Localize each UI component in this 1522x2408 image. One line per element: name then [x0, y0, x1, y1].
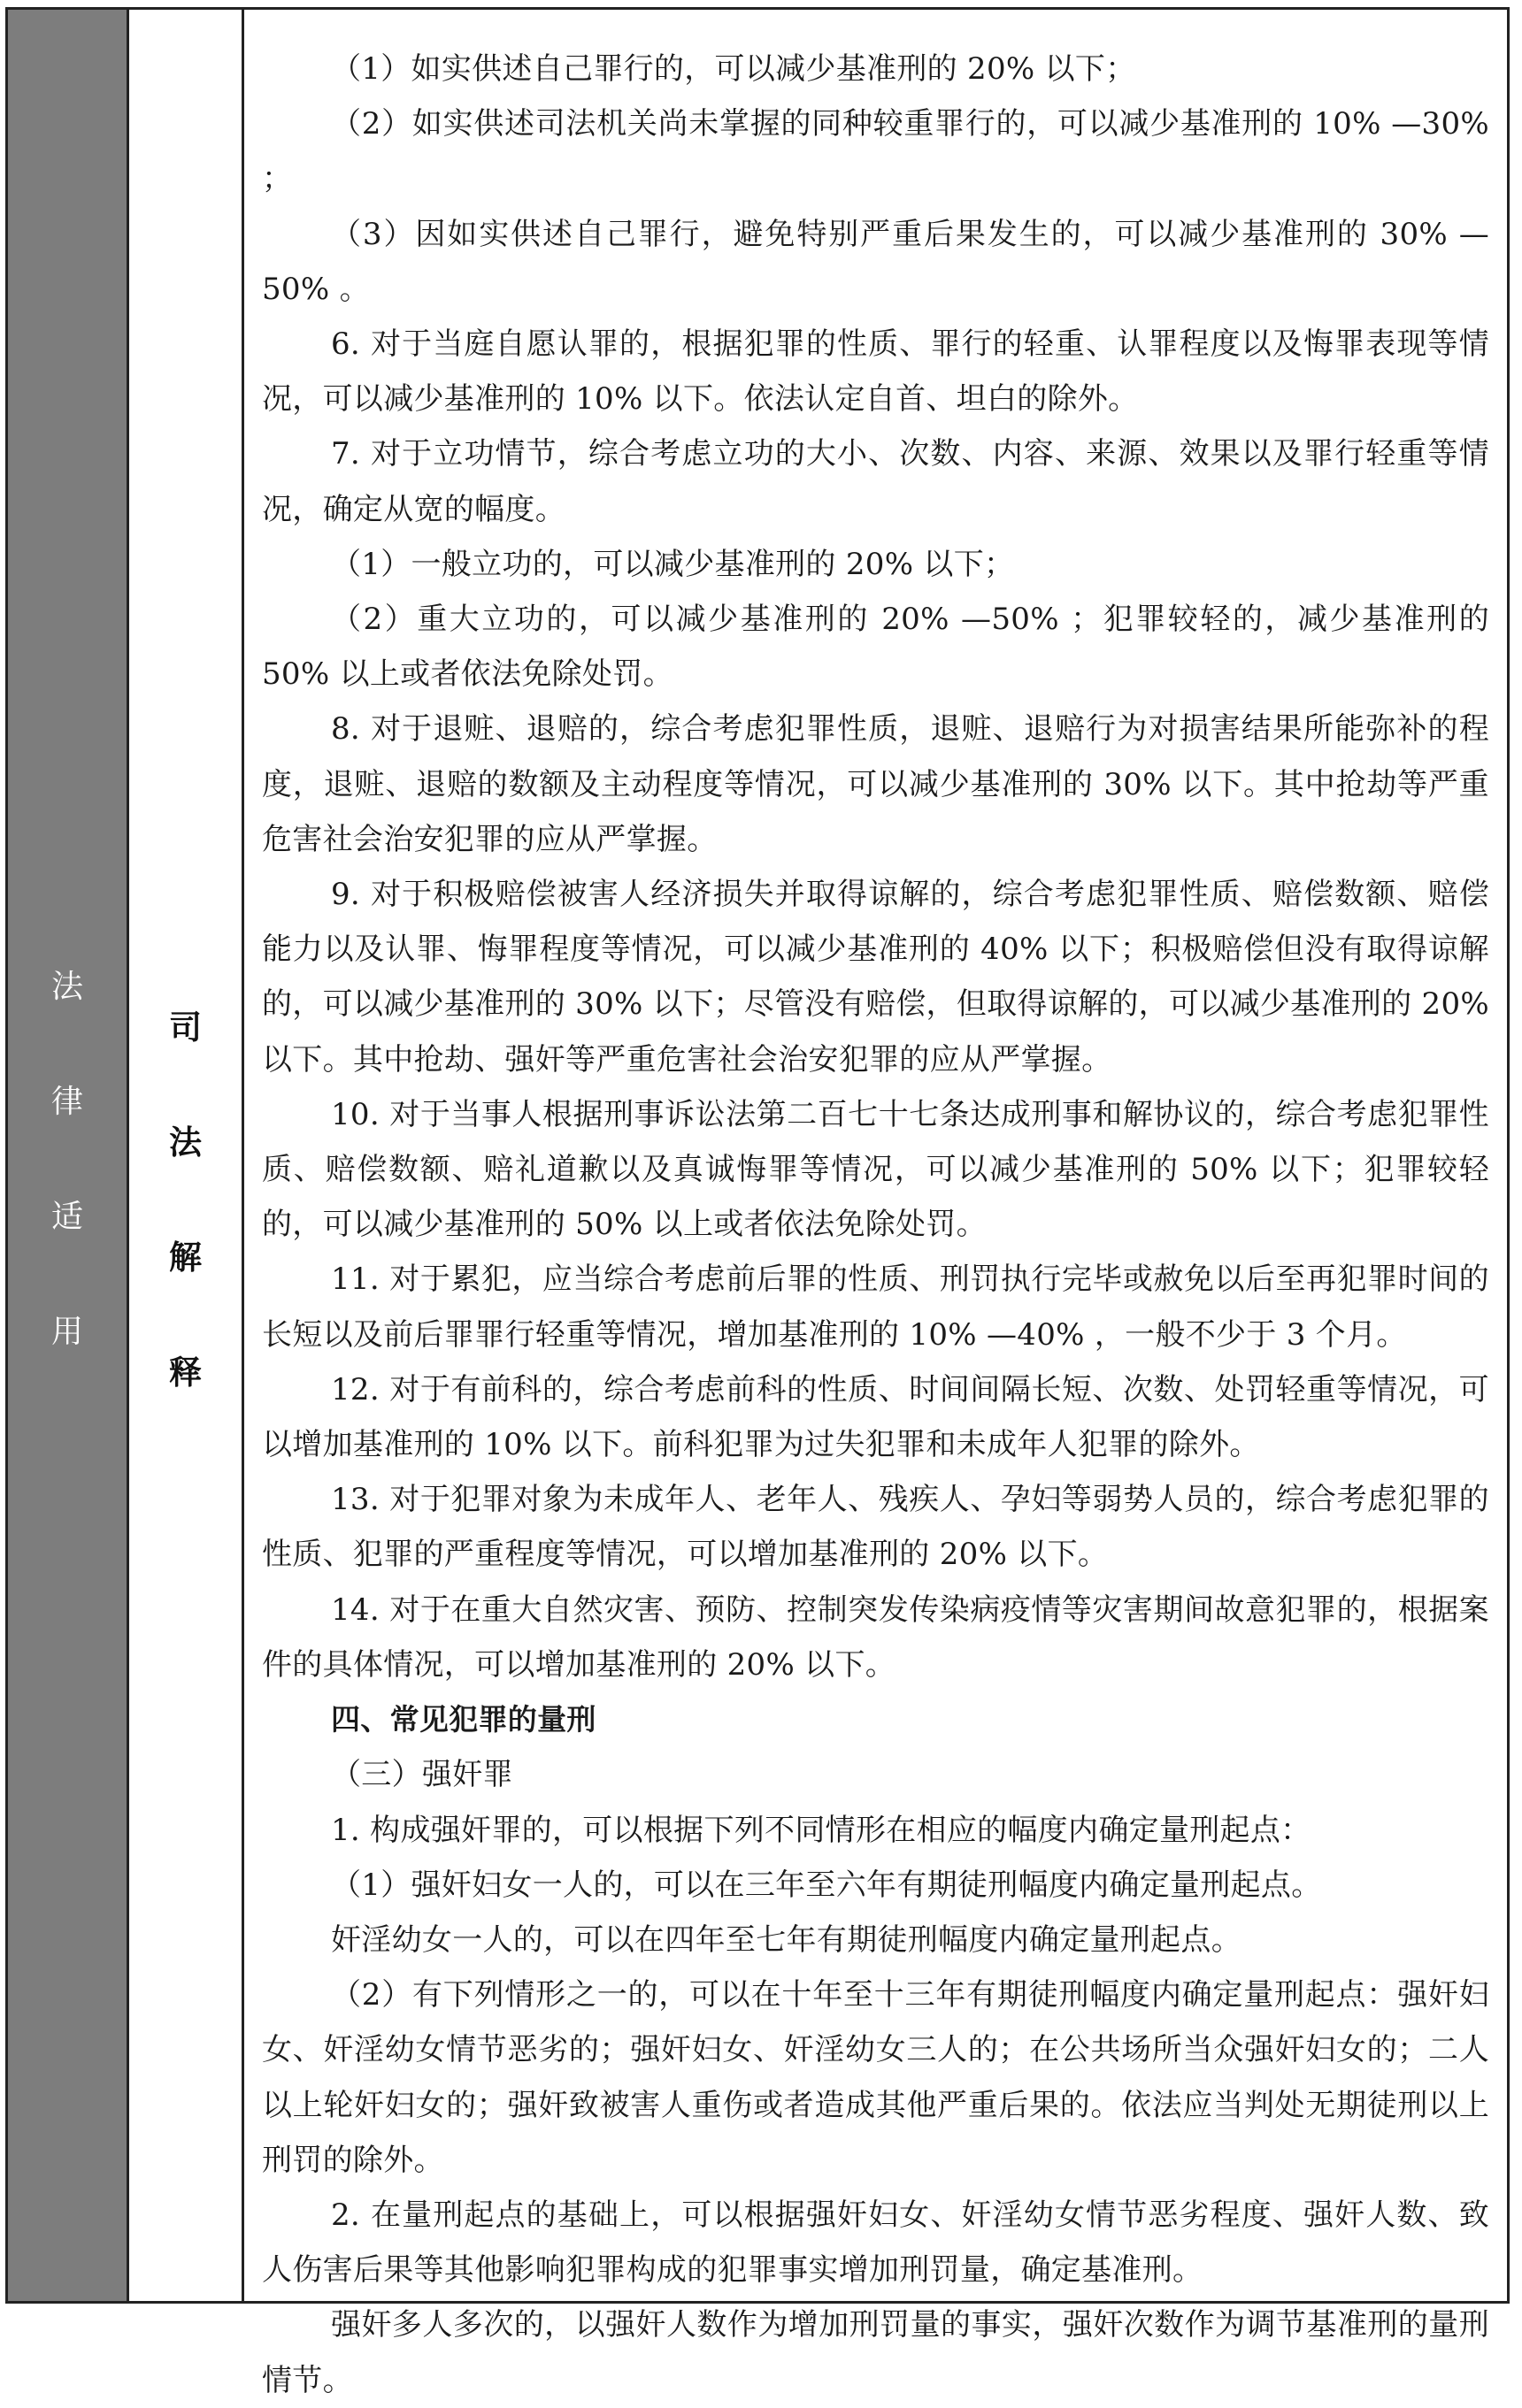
subsection-label-char: 释 [169, 1354, 202, 1392]
paragraph: （2）重大立功的，可以减少基准刑的 20% —50% ；犯罪较轻的，减少基准刑的 50% 以上或者依法免除处罚。 [262, 602, 1489, 693]
paragraph: （1）一般立功的，可以减少基准刑的 20% 以下； [331, 546, 1015, 582]
paragraph: （1）强奸妇女一人的，可以在三年至六年有期徒刑幅度内确定量刑起点。 [331, 1867, 1322, 1903]
section-label-char: 用 [50, 1314, 83, 1350]
section-heading: 四、常见犯罪的量刑 [331, 1702, 596, 1737]
paragraph: 1. 构成强奸罪的，可以根据下列不同情形在相应的幅度内确定量刑起点： [331, 1812, 1311, 1848]
paragraph: 9. 对于积极赔偿被害人经济损失并取得谅解的，综合考虑犯罪性质、赔偿数额、赔偿能力以及认罪、悔罪程度等情况，可以减少基准刑的 40% 以下；积极赔偿但没有取得谅解的，可以减少基准刑的 30% 以下；尽管没有赔偿，但取得谅解的，可以减少基准刑的 20% 以下。其中抢劫、强奸等严重危害社会治安犯罪的应从严掌握。 [262, 877, 1489, 1077]
section-label-char: 法 [50, 969, 83, 1005]
subsection-heading: （三）强奸罪 [331, 1757, 513, 1793]
paragraph: 13. 对于犯罪对象为未成年人、老年人、残疾人、孕妇等弱势人员的，综合考虑犯罪的性质、犯罪的严重程度等情况，可以增加基准刑的 20% 以下。 [262, 1482, 1489, 1573]
content-table [5, 7, 1510, 2398]
subsection-label [129, 970, 242, 1430]
paragraph: 11. 对于累犯，应当综合考虑前后罪的性质、刑罚执行完毕或赦免以后至再犯罪时间的长短以及前后罪罪行轻重等情况，增加基准刑的 10% —40% ，一般不少于 3 个月。 [262, 1262, 1489, 1353]
subsection-label-char: 法 [169, 1123, 202, 1162]
subsection-label-column [129, 10, 244, 2301]
section-label-column [8, 10, 129, 2301]
paragraph: 6. 对于当庭自愿认罪的，根据犯罪的性质、罪行的轻重、认罪程度以及悔罪表现等情况，可以减少基准刑的 10% 以下。依法认定自首、坦白的除外。 [262, 326, 1489, 418]
section-label [8, 930, 127, 1390]
section-label-char: 适 [50, 1199, 83, 1235]
paragraph: （3）因如实供述自己罪行，避免特别严重后果发生的，可以减少基准刑的 30% —50% 。 [262, 216, 1489, 307]
body-text-column [244, 10, 1507, 2398]
paragraph: （2）如实供述司法机关尚未掌握的同种较重罪行的，可以减少基准刑的 10% —30% ； [262, 106, 1489, 197]
paragraph: （2）有下列情形之一的，可以在十年至十三年有期徒刑幅度内确定量刑起点：强奸妇女、奸淫幼女情节恶劣的；强奸妇女、奸淫幼女三人的；在公共场所当众强奸妇女的；二人以上轮奸妇女的；强奸致被害人重伤或者造成其他严重后果的。依法应当判处无期徒刑以上刑罚的除外。 [262, 1977, 1489, 2178]
paragraph: 10. 对于当事人根据刑事诉讼法第二百七十七条达成刑事和解协议的，综合考虑犯罪性质、赔偿数额、赔礼道歉以及真诚悔罪等情况，可以减少基准刑的 50% 以下；犯罪较轻的，可以减少基准刑的 50% 以上或者依法免除处罚。 [262, 1096, 1489, 1243]
subsection-label-char: 解 [169, 1239, 202, 1277]
section-label-char: 律 [50, 1084, 83, 1120]
paragraph: 7. 对于立功情节，综合考虑立功的大小、次数、内容、来源、效果以及罪行轻重等情况，确定从宽的幅度。 [262, 436, 1489, 527]
paragraph: 12. 对于有前科的，综合考虑前科的性质、时间间隔长短、次数、处罚轻重等情况，可以增加基准刑的 10% 以下。前科犯罪为过失犯罪和未成年人犯罪的除外。 [262, 1371, 1489, 1463]
subsection-label-char: 司 [169, 1008, 202, 1047]
paragraph: （1）如实供述自己罪行的，可以减少基准刑的 20% 以下； [331, 51, 1136, 87]
paragraph: 奸淫幼女一人的，可以在四年至七年有期徒刑幅度内确定量刑起点。 [331, 1921, 1241, 1958]
paragraph: 8. 对于退赃、退赔的，综合考虑犯罪性质，退赃、退赔行为对损害结果所能弥补的程度，退赃、退赔的数额及主动程度等情况，可以减少基准刑的 30% 以下。其中抢劫等严重危害社会治安犯罪的应从严掌握。 [262, 711, 1489, 857]
paragraph: 强奸多人多次的，以强奸人数作为增加刑罚量的事实，强奸次数作为调节基准刑的量刑情节。 [262, 2307, 1489, 2398]
paragraph: 2. 在量刑起点的基础上，可以根据强奸妇女、奸淫幼女情节恶劣程度、强奸人数、致人伤害后果等其他影响犯罪构成的犯罪事实增加刑罚量，确定基准刑。 [262, 2197, 1489, 2289]
paragraph: 14. 对于在重大自然灾害、预防、控制突发传染病疫情等灾害期间故意犯罪的，根据案件的具体情况，可以增加基准刑的 20% 以下。 [262, 1591, 1489, 1683]
